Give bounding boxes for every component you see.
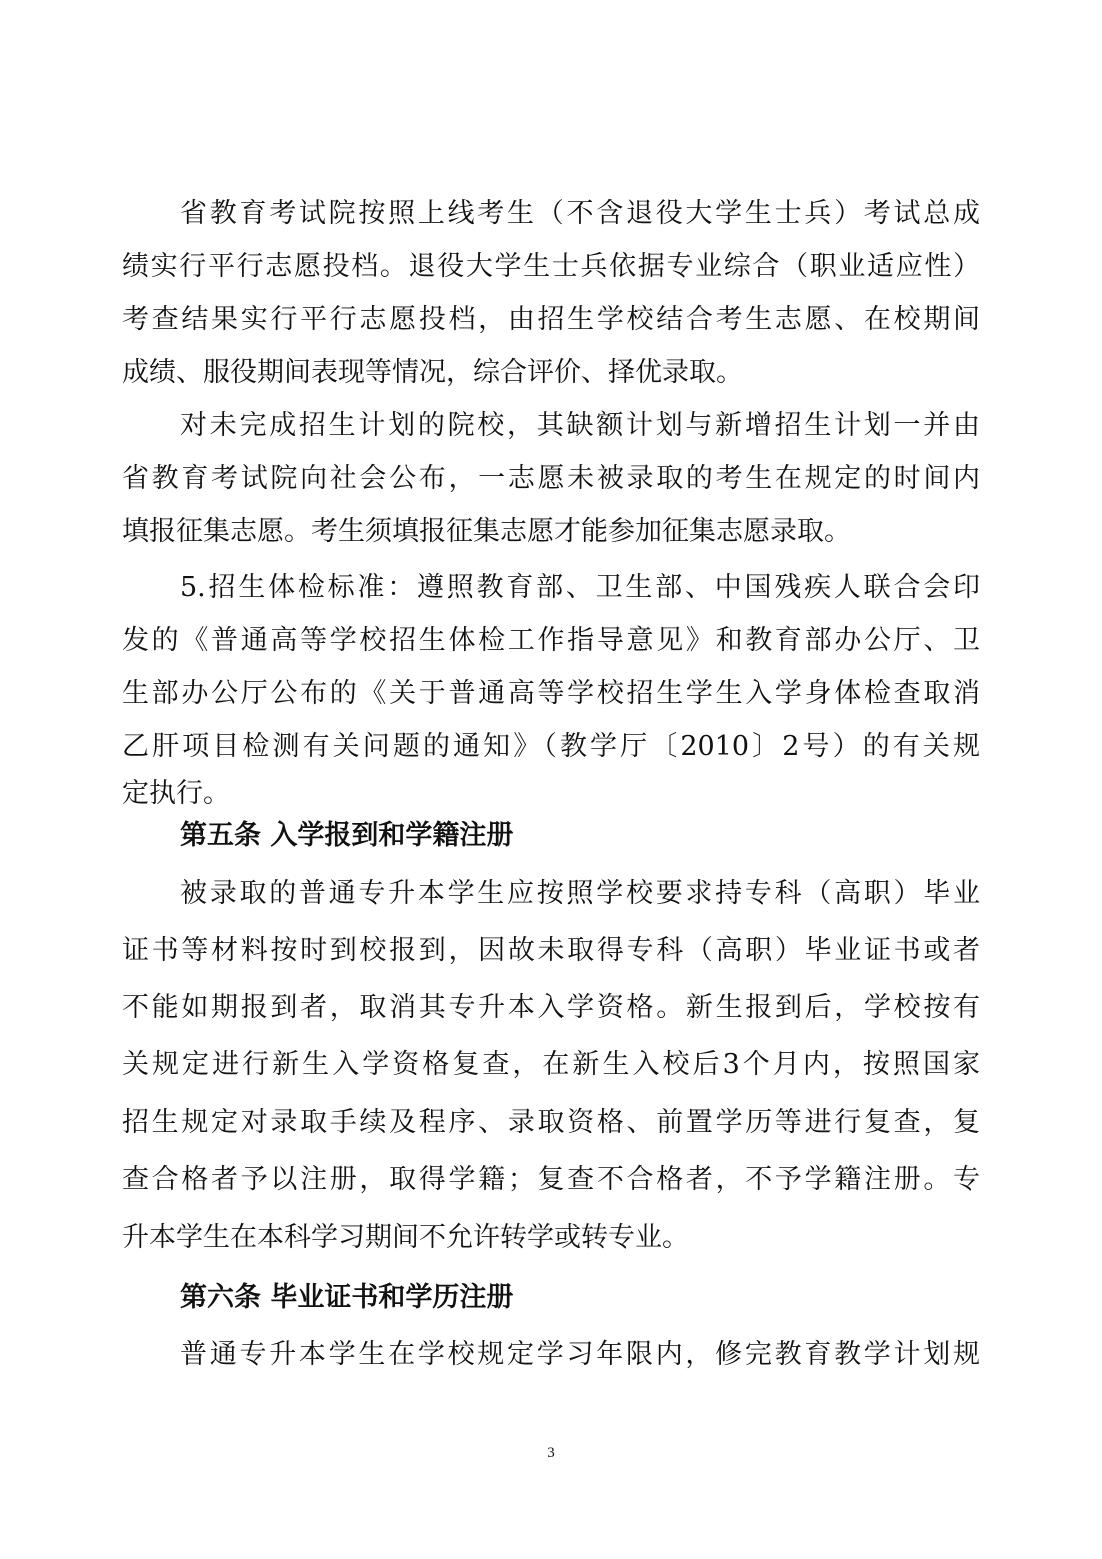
paragraph-line: 普通专升本学生在学校规定学习年限内，修完教育教学计划规: [180, 1339, 980, 1370]
paragraph-line: 绩实行平行志愿投档。退役大学生士兵依据专业综合（职业适应性）: [122, 251, 980, 282]
paragraph-line: 5.招生体检标准：遵照教育部、卫生部、中国残疾人联合会印: [180, 572, 980, 603]
paragraph-line: 发的《普通高等学校招生体检工作指导意见》和教育部办公厅、卫: [122, 625, 980, 656]
paragraph-line: 填报征集志愿。考生须填报征集志愿才能参加征集志愿录取。: [122, 516, 851, 547]
paragraph-line: 不能如期报到者，取消其专升本入学资格。新生报到后，学校按有: [122, 992, 980, 1023]
paragraph-line: 证书等材料按时到校报到，因故未取得专科（高职）毕业证书或者: [122, 935, 980, 966]
paragraph-line: 被录取的普通专升本学生应按照学校要求持专科（高职）毕业: [180, 878, 980, 909]
paragraph-line: 定执行。: [122, 778, 230, 809]
paragraph-line: 乙肝项目检测有关问题的通知》（教学厅〔2010〕2号）的有关规: [122, 731, 980, 762]
paragraph-line: 升本学生在本科学习期间不允许转学或转专业。: [122, 1222, 689, 1253]
paragraph-line: 对未完成招生计划的院校，其缺额计划与新增招生计划一并由: [180, 410, 980, 441]
page-number: 3: [547, 1445, 555, 1461]
paragraph-line: 省教育考试院向社会公布，一志愿未被录取的考生在规定的时间内: [122, 463, 980, 494]
section-heading: 第六条 毕业证书和学历注册: [180, 1282, 514, 1313]
section-heading: 第五条 入学报到和学籍注册: [180, 820, 514, 851]
paragraph-line: 招生规定对录取手续及程序、录取资格、前置学历等进行复查，复: [122, 1107, 980, 1138]
paragraph-line: 考查结果实行平行志愿投档，由招生学校结合考生志愿、在校期间: [122, 304, 980, 335]
paragraph-line: 关规定进行新生入学资格复查，在新生入校后3个月内，按照国家: [122, 1049, 980, 1080]
paragraph-line: 成绩、服役期间表现等情况，综合评价、择优录取。: [122, 357, 743, 388]
paragraph-line: 查合格者予以注册，取得学籍；复查不合格者，不予学籍注册。专: [122, 1164, 980, 1195]
paragraph-line: 省教育考试院按照上线考生（不含退役大学生士兵）考试总成: [180, 198, 980, 229]
paragraph-line: 生部办公厅公布的《关于普通高等学校招生学生入学身体检查取消: [122, 678, 980, 709]
